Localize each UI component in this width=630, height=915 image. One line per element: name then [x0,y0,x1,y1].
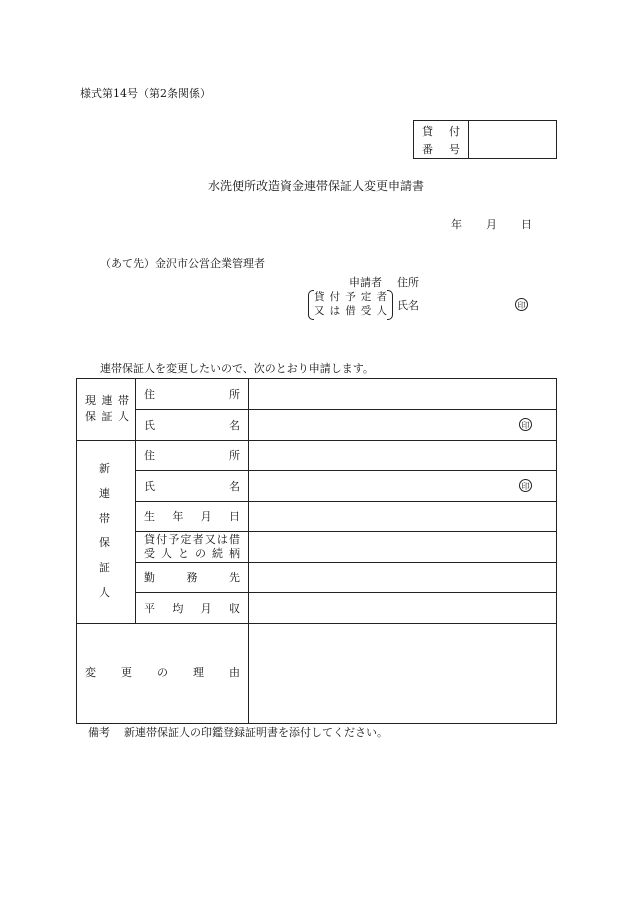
workplace-label [144,572,240,583]
row-label-char: 平 [144,602,155,615]
address-label: 住所 [397,276,419,289]
intro-text: 連帯保証人を変更したいので、次のとおり申請します。 [100,362,374,375]
applicant-type-char: 付 [329,291,341,303]
applicant-type-char: 人 [376,305,387,317]
row-label-char: 務 [186,571,198,584]
row-label-char: 理 [193,666,204,679]
date-month: 月 [486,218,497,231]
new-address-label [144,450,240,461]
name-label: 氏名 [397,299,419,312]
document-title: 水洗便所改造資金連帯保証人変更申請書 [208,179,425,193]
row-label-char: 者 [192,533,204,546]
applicant-type-char: 定 [360,291,372,303]
row-label-char: は [216,533,228,546]
group-char: 人 [99,585,110,599]
applicant-type-char: 貸 [314,291,325,303]
loan-number-box [413,120,557,159]
new-guarantor-seal-icon: 印 [519,479,532,492]
new-name-label [144,481,240,492]
current-guarantor-seal-icon: 印 [519,418,532,431]
group-char: 連 [101,394,113,407]
row-label-char: 均 [172,602,184,615]
applicant-type-char: は [329,305,341,317]
date-day: 日 [521,218,532,231]
applicant-type-char: 者 [376,291,387,303]
row-label-char: 日 [228,510,240,523]
row-label-char: 由 [229,666,240,679]
row-label-char: 月 [200,602,212,615]
group-char: 帯 [99,511,110,525]
row-label-char: 貸 [144,533,155,546]
applicant-type-line2 [314,306,387,317]
row-label-char: 氏 [144,419,155,432]
row-label-char: 借 [228,533,240,546]
loan-number-label-line1 [422,126,460,137]
applicant-type-char: 借 [345,305,356,317]
group-char: 証 [101,410,113,423]
row-label-char: 名 [229,419,240,432]
row-label-char: 柄 [229,547,240,560]
row-label-char: の [195,547,206,560]
row-label-char: の [157,666,168,679]
new-guarantor-label [99,463,110,598]
row-label-char: 住 [144,388,155,401]
loan-label-char: 付 [449,125,460,138]
guarantor-table [76,378,557,724]
remarks-text: 新連帯保証人の印鑑登録証明書を添付してください。 [124,726,388,739]
row-label-char: 収 [228,602,240,615]
applicant-seal-icon: 印 [515,298,528,311]
change-reason-label [85,667,240,678]
applicant-type-line1 [314,292,387,303]
brace-right [387,290,393,320]
remarks-label: 備考 [88,726,110,739]
row-label-char: 付 [156,533,168,546]
current-guarantor-label-line1 [85,395,129,406]
group-char: 保 [85,410,96,423]
relationship-label-line1 [144,534,240,545]
row-label-char: 名 [229,480,240,493]
row-label-char: 所 [229,449,240,462]
row-label-char: 氏 [144,480,155,493]
row-label-char: 人 [161,547,172,560]
row-label-char: 予 [168,533,180,546]
row-label-char: 続 [212,547,223,560]
row-label-char: 変 [85,666,96,679]
group-char: 帯 [118,394,129,407]
loan-label-char: 貸 [422,125,433,138]
current-name-label [144,420,240,431]
row-label-char: 生 [144,510,155,523]
row-label-char: 月 [200,510,212,523]
date-year: 年 [451,218,462,231]
loan-label-char: 号 [449,143,460,156]
group-char: 証 [99,561,110,575]
row-label-char: 又 [204,533,216,546]
loan-number-label-line2 [422,144,460,155]
applicant-type-char: 予 [345,291,356,303]
row-label-char: 住 [144,449,155,462]
row-label-char: 年 [172,510,184,523]
row-label-char: 勤 [144,571,155,584]
addressee: （あて先）金沢市公営企業管理者 [100,257,265,270]
current-guarantor-label-line2 [85,411,129,422]
monthly-income-label [144,603,240,614]
row-label-char: 定 [180,533,192,546]
row-label-char: 更 [121,666,132,679]
row-label-char: と [178,547,189,560]
applicant-type-char: 又 [314,305,325,317]
applicant-type-char: 受 [360,305,372,317]
relationship-label-line2 [144,548,240,559]
group-char: 新 [99,462,110,475]
birthdate-label [144,511,240,522]
row-label-char: 所 [229,388,240,401]
group-char: 人 [118,410,129,423]
group-char: 保 [99,536,110,550]
row-label-char: 受 [144,547,155,560]
group-char: 現 [85,394,96,407]
row-label-char: 先 [229,571,240,584]
form-number: 様式第14号（第2条関係） [80,87,211,100]
loan-label-char: 番 [422,143,433,156]
current-address-label [144,389,240,400]
group-char: 連 [99,486,110,500]
applicant-label: 申請者 [349,276,382,289]
